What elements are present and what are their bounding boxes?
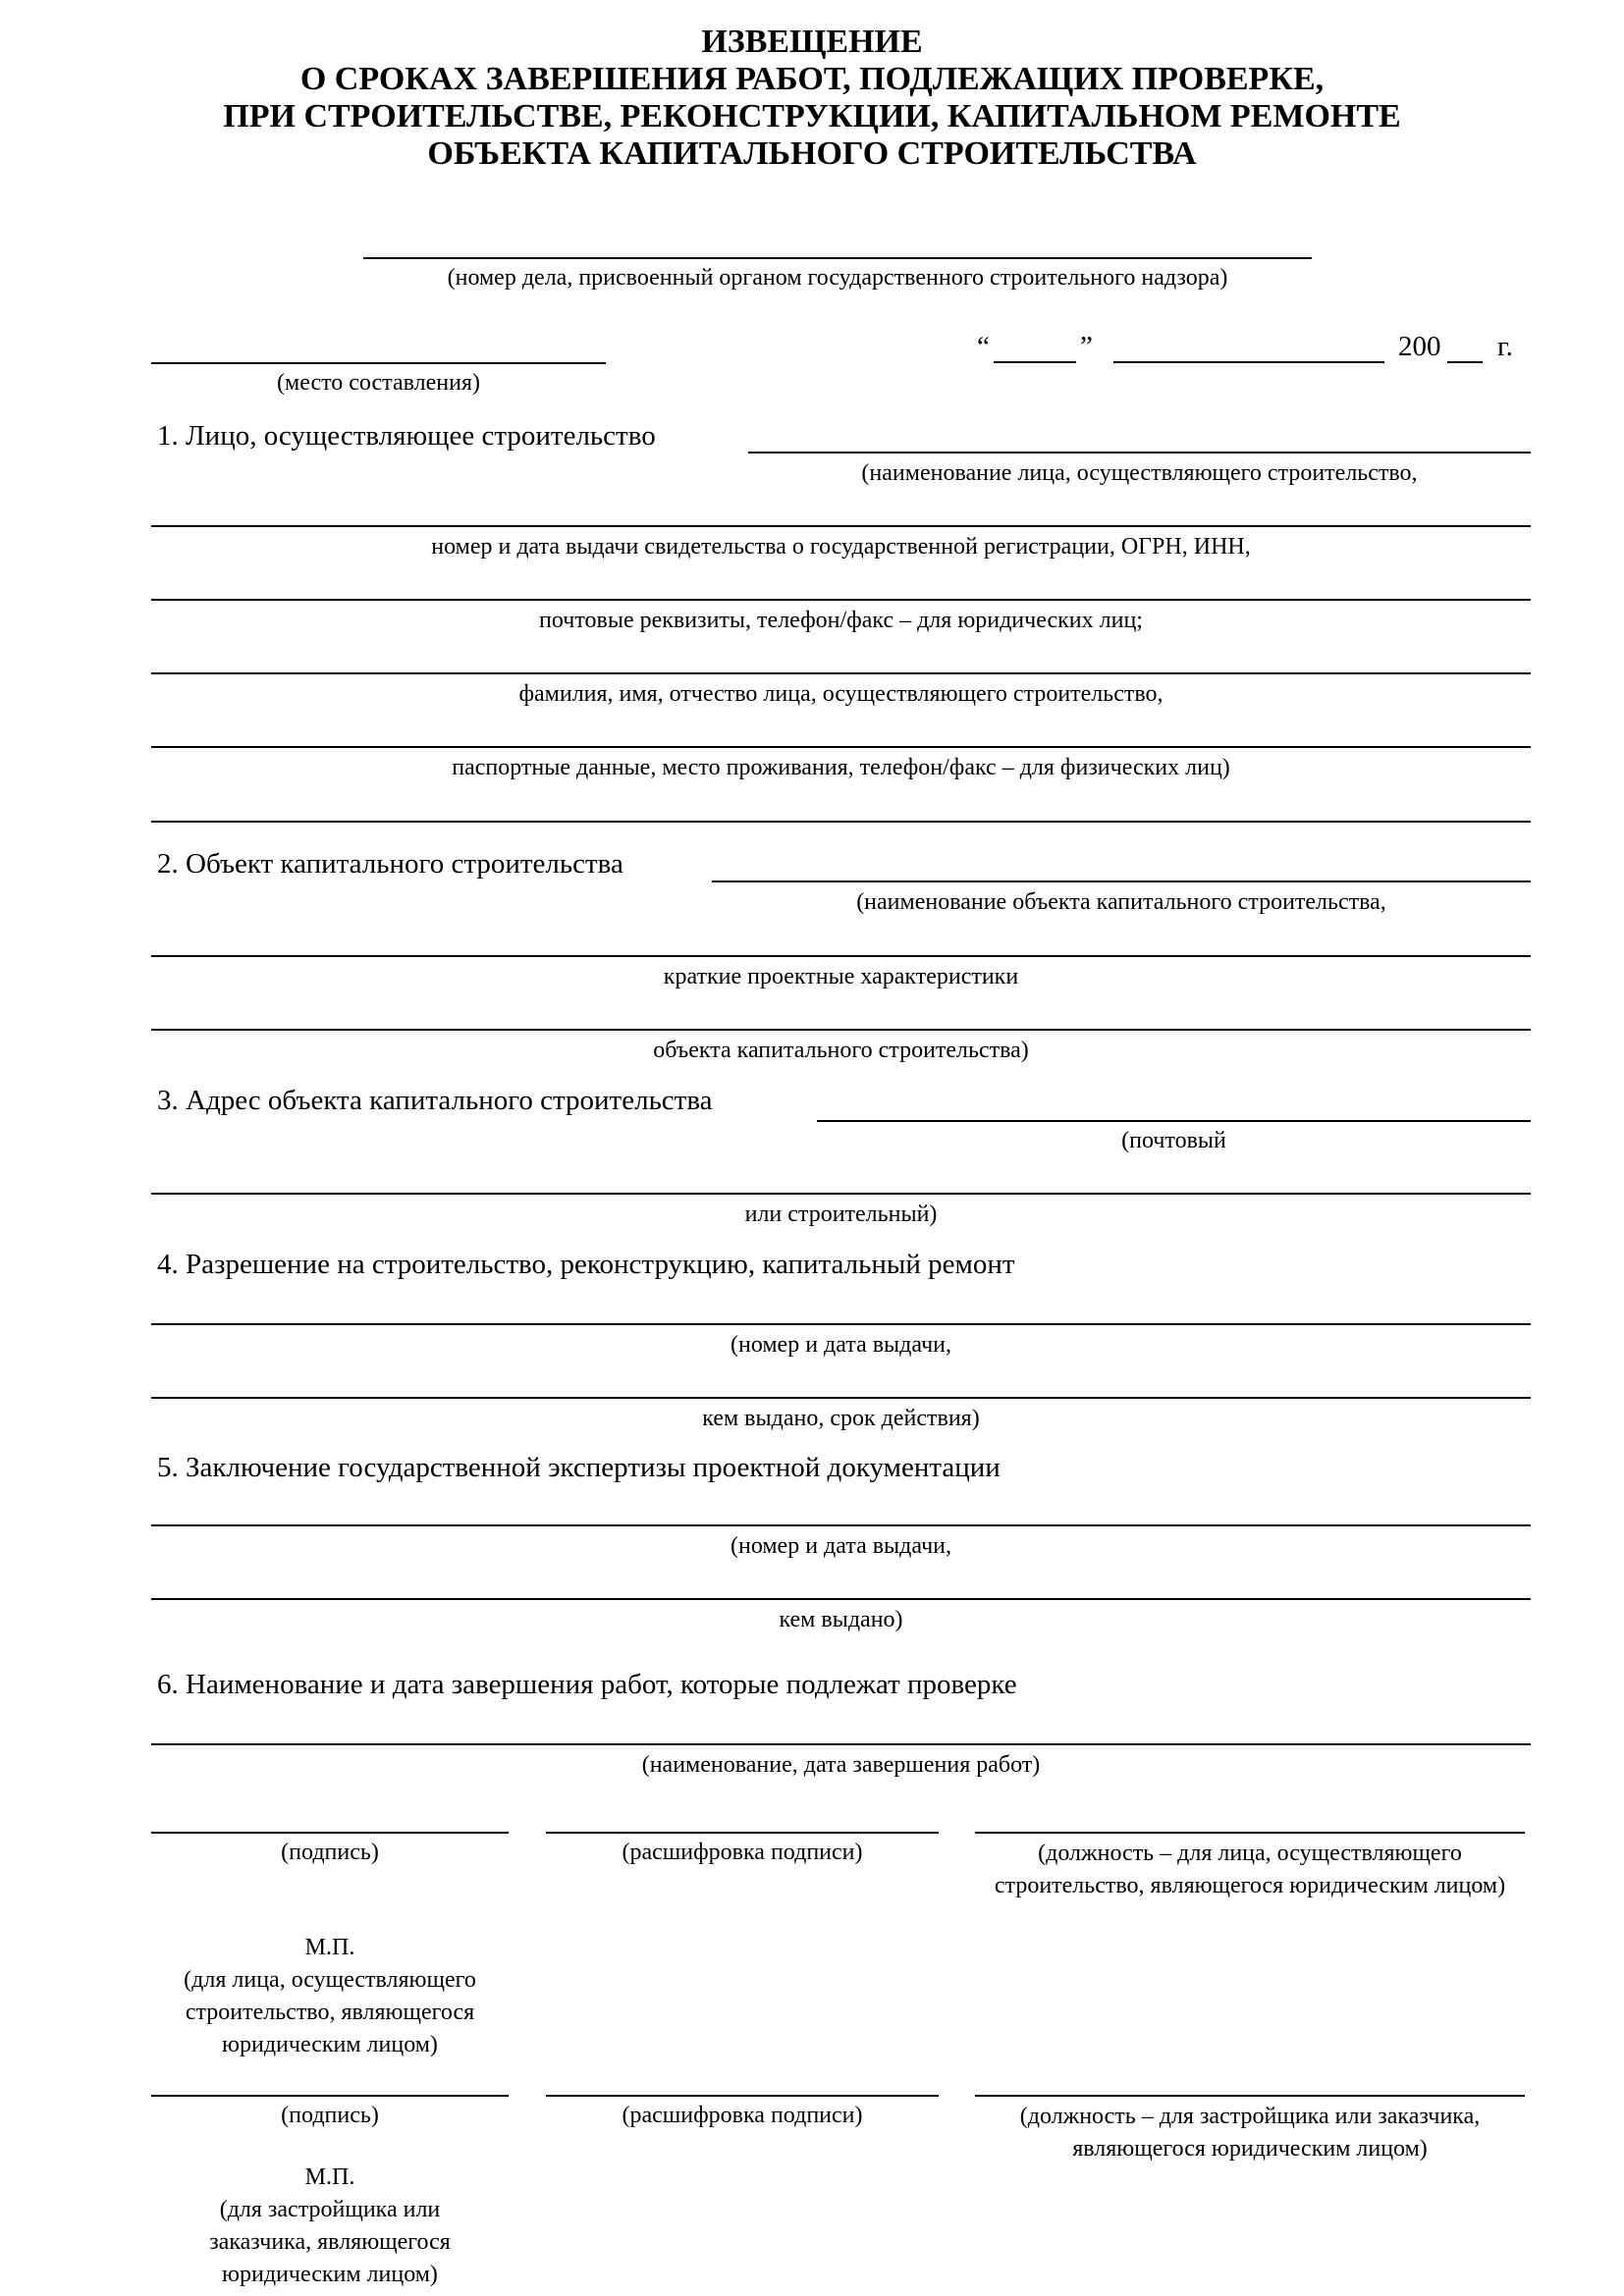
position-caption-2: (должность – для застройщика или заказчика, являющегося юридическим лицом) bbox=[1019, 2104, 1481, 2162]
stamp-note-2: (для застройщика или заказчика, являющегося юридическим лицом) bbox=[209, 2197, 451, 2287]
signature-decoding-line-2[interactable] bbox=[546, 2095, 939, 2097]
section4-field-line-2[interactable] bbox=[151, 1397, 1531, 1399]
section4-caption-1: (номер и дата выдачи, bbox=[730, 1332, 951, 1358]
section5-field-line-2[interactable] bbox=[151, 1598, 1531, 1600]
section5-field-line-1[interactable] bbox=[151, 1524, 1531, 1526]
section1-label: 1. Лицо, осуществляющее строительство bbox=[157, 420, 656, 452]
section6-caption-1: (наименование, дата завершения работ) bbox=[641, 1752, 1041, 1778]
section2-caption-2: краткие проектные характеристики bbox=[663, 964, 1019, 989]
date-year-prefix: 200 bbox=[1398, 331, 1441, 362]
position-line-2[interactable] bbox=[975, 2095, 1525, 2097]
position-line-1[interactable] bbox=[975, 1832, 1525, 1834]
signature-decoding-line-1[interactable] bbox=[546, 1832, 939, 1834]
signature-line-2[interactable] bbox=[151, 2095, 509, 2097]
doc-title-line-3: ПРИ СТРОИТЕЛЬСТВЕ, РЕКОНСТРУКЦИИ, КАПИТАЛЬНОМ РЕМОНТЕ bbox=[223, 98, 1401, 134]
section2-field-line-3[interactable] bbox=[151, 1029, 1531, 1031]
section1-caption-3: почтовые реквизиты, телефон/факс – для юридических лиц; bbox=[539, 608, 1143, 633]
section4-field-line-1[interactable] bbox=[151, 1323, 1531, 1325]
doc-title-line-2: О СРОКАХ ЗАВЕРШЕНИЯ РАБОТ, ПОДЛЕЖАЩИХ ПРОВЕРКЕ, bbox=[299, 61, 1325, 97]
section2-caption-1: (наименование объекта капитального строительства, bbox=[856, 889, 1386, 915]
place-line[interactable] bbox=[151, 362, 606, 364]
section1-caption-1: (наименование лица, осуществляющего строительство, bbox=[861, 460, 1418, 486]
doc-title-line-4: ОБЪЕКТА КАПИТАЛЬНОГО СТРОИТЕЛЬСТВА bbox=[427, 135, 1197, 172]
section2-label: 2. Объект капитального строительства bbox=[157, 848, 623, 880]
section1-field-line-6[interactable] bbox=[151, 821, 1531, 823]
section6-label: 6. Наименование и дата завершения работ, которые подлежат проверке bbox=[157, 1669, 1017, 1700]
section2-caption-3: объекта капитального строительства) bbox=[653, 1038, 1029, 1063]
section6-field-line-1[interactable] bbox=[151, 1743, 1531, 1745]
stamp-note-1: (для лица, осуществляющего строительство, являющегося юридическим лицом) bbox=[184, 1967, 476, 2057]
section1-caption-5: паспортные данные, место проживания, телефон/факс – для физических лиц) bbox=[452, 755, 1230, 780]
section4-label: 4. Разрешение на строительство, реконструкцию, капитальный ремонт bbox=[157, 1249, 1015, 1280]
section1-field-line-5[interactable] bbox=[151, 746, 1531, 748]
signature-line-1[interactable] bbox=[151, 1832, 509, 1834]
section5-label: 5. Заключение государственной экспертизы проектной документации bbox=[157, 1452, 1001, 1483]
section3-caption-2: или строительный) bbox=[744, 1201, 938, 1227]
signature-decoding-caption-2: (расшифровка подписи) bbox=[622, 2103, 863, 2128]
date-day-line[interactable] bbox=[994, 361, 1076, 363]
section3-label: 3. Адрес объекта капитального строительства bbox=[157, 1085, 713, 1116]
date-year-suffix: г. bbox=[1497, 331, 1513, 362]
signature-caption-1: (подпись) bbox=[281, 1840, 379, 1865]
stamp-label-1: М.П. bbox=[304, 1935, 355, 1960]
section2-field-line-1[interactable] bbox=[712, 881, 1531, 882]
section5-caption-1: (номер и дата выдачи, bbox=[730, 1533, 951, 1559]
section3-field-line-2[interactable] bbox=[151, 1193, 1531, 1195]
date-close-quote: ” bbox=[1080, 331, 1093, 362]
section2-field-line-2[interactable] bbox=[151, 955, 1531, 957]
section1-field-line-2[interactable] bbox=[151, 525, 1531, 527]
date-month-line[interactable] bbox=[1113, 361, 1384, 363]
section1-field-line-4[interactable] bbox=[151, 672, 1531, 674]
section1-field-line-3[interactable] bbox=[151, 599, 1531, 601]
section3-caption-1: (почтовый bbox=[1121, 1128, 1226, 1153]
place-caption: (место составления) bbox=[277, 370, 480, 396]
section5-caption-2: кем выдано) bbox=[779, 1607, 903, 1632]
date-open-quote: “ bbox=[977, 331, 990, 362]
date-year-line[interactable] bbox=[1447, 361, 1483, 363]
section4-caption-2: кем выдано, срок действия) bbox=[702, 1406, 980, 1431]
section3-field-line-1[interactable] bbox=[817, 1120, 1531, 1122]
section1-field-line-1[interactable] bbox=[748, 452, 1531, 454]
position-caption-1: (должность – для лица, осуществляющего строительство, являющегося юридическим лицом) bbox=[994, 1841, 1506, 1898]
section1-caption-2: номер и дата выдачи свидетельства о государственной регистрации, ОГРН, ИНН, bbox=[431, 534, 1251, 560]
doc-title-line-1: ИЗВЕЩЕНИЕ bbox=[701, 24, 923, 60]
section1-caption-4: фамилия, имя, отчество лица, осуществляющего строительство, bbox=[518, 681, 1164, 707]
stamp-label-2: М.П. bbox=[304, 2164, 355, 2190]
signature-caption-2: (подпись) bbox=[281, 2103, 379, 2128]
case-number-line[interactable] bbox=[363, 257, 1312, 259]
signature-decoding-caption-1: (расшифровка подписи) bbox=[622, 1840, 863, 1865]
case-number-caption: (номер дела, присвоенный органом государственного строительного надзора) bbox=[447, 265, 1228, 291]
